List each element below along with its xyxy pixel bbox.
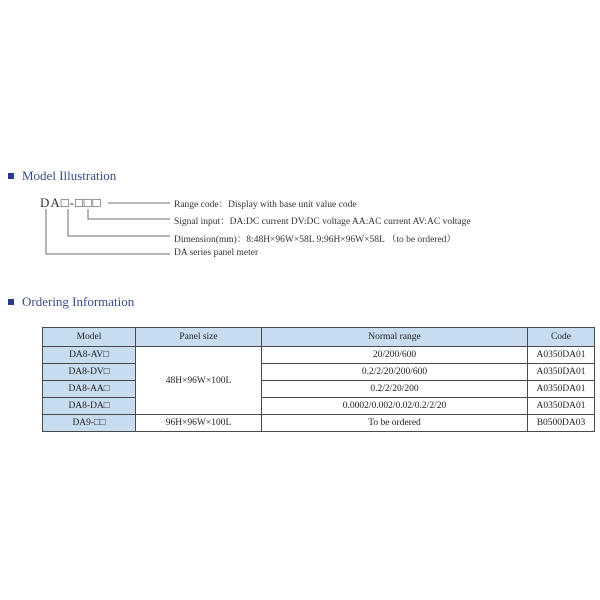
- cell-range: 0.2/2/20/200: [262, 381, 528, 398]
- header-code: Code: [528, 328, 595, 347]
- cell-range: 0.0002/0.002/0.02/0.2/2/20: [262, 398, 528, 415]
- cell-range: 20/200/600: [262, 347, 528, 364]
- cell-range: 0.2/2/20/200/600: [262, 364, 528, 381]
- description-series: DA series panel meter: [174, 248, 259, 258]
- section-title-ordering-information: [8, 294, 134, 310]
- cell-model: DA8-DV□: [43, 364, 136, 381]
- section-title-text: Ordering Information: [22, 294, 135, 309]
- table-row: [43, 415, 595, 432]
- description-dimension: Dimension(mm)：8:48H×96W×58L 9:96H×96W×58L （to be ordered）: [174, 235, 456, 245]
- cell-model: DA9-□□: [43, 415, 136, 432]
- leader-line-dimension: [68, 209, 170, 236]
- header-normal-range: Normal range: [262, 328, 528, 347]
- table-row: [43, 364, 595, 381]
- model-code: DA□-□□□: [40, 195, 102, 210]
- ordering-table: [42, 327, 595, 432]
- cell-model: DA8-AV□: [43, 347, 136, 364]
- cell-code: A0350DA01: [528, 347, 595, 364]
- section-title-model-illustration: [8, 168, 116, 184]
- cell-model: DA8-DA□: [43, 398, 136, 415]
- table-header-row: [43, 328, 595, 347]
- cell-code: B0500DA03: [528, 415, 595, 432]
- description-signal-input: Signal input：DA:DC current DV:DC voltage AA:AC current AV:AC voltage: [174, 217, 471, 227]
- cell-range: To be ordered: [262, 415, 528, 432]
- table-row: [43, 347, 595, 364]
- header-model: Model: [43, 328, 136, 347]
- section-title-text: Model Illustration: [22, 168, 117, 183]
- square-bullet-icon: [8, 173, 14, 179]
- cell-model: DA8-AA□: [43, 381, 136, 398]
- cell-code: A0350DA01: [528, 381, 595, 398]
- description-range-code: Range code：Display with base unit value code: [174, 200, 357, 210]
- leader-line-series: [46, 209, 170, 254]
- square-bullet-icon: [8, 299, 14, 305]
- table-row: [43, 381, 595, 398]
- cell-panel-size-merged: 48H×96W×100L: [136, 347, 262, 415]
- header-panel-size: Panel size: [136, 328, 262, 347]
- cell-code: A0350DA01: [528, 364, 595, 381]
- cell-code: A0350DA01: [528, 398, 595, 415]
- cell-panel-size: 96H×96W×100L: [136, 415, 262, 432]
- table-row: [43, 398, 595, 415]
